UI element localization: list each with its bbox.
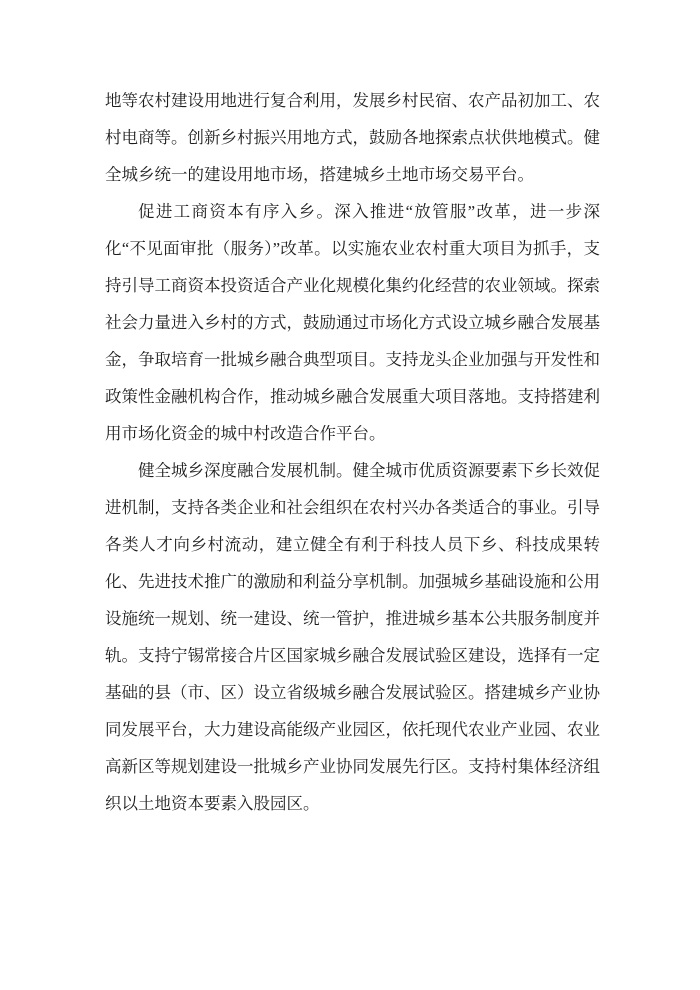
paragraph: 促进工商资本有序入乡。深入推进“放管服”改革，进一步深化“不见面审批（服务）”改革。以实施农业农村重大项目为抓手，支持引导工商资本投资适合产业化规模化集约化经营的农业领域。探索社会力量进入乡村的方式，鼓励通过市场化方式设立城乡融合发展基金，争取培育一批城乡融合典型项目。支持龙头企业加强与开发性和政策性金融机构合作，推动城乡融合发展重大项目落地。支持搭建利用市场化资金的城中村改造合作平台。 [105,202,600,443]
paragraph-continuation: 地等农村建设用地进行复合利用，发展乡村民宿、农产品初加工、农村电商等。创新乡村振兴用地方式，鼓励各地探索点状供地模式。健全城乡统一的建设用地市场，搭建城乡土地市场交易平台。 [105,91,600,184]
paragraph: 健全城乡深度融合发展机制。健全城市优质资源要素下乡长效促进机制，支持各类企业和社会组织在农村兴办各类适合的事业。引导各类人才向乡村流动，建立健全有利于科技人员下乡、科技成果转化、先进技术推广的激励和利益分享机制。加强城乡基础设施和公用设施统一规划、统一建设、统一管护，推进城乡基本公共服务制度并轨。支持宁锡常接合片区国家城乡融合发展试验区建设，选择有一定基础的县（市、区）设立省级城乡融合发展试验区。搭建城乡产业协同发展平台，大力建设高能级产业园区，依托现代农业产业园、农业高新区等规划建设一批城乡产业协同发展先行区。支持村集体经济组织以土地资本要素入股园区。 [105,461,600,813]
